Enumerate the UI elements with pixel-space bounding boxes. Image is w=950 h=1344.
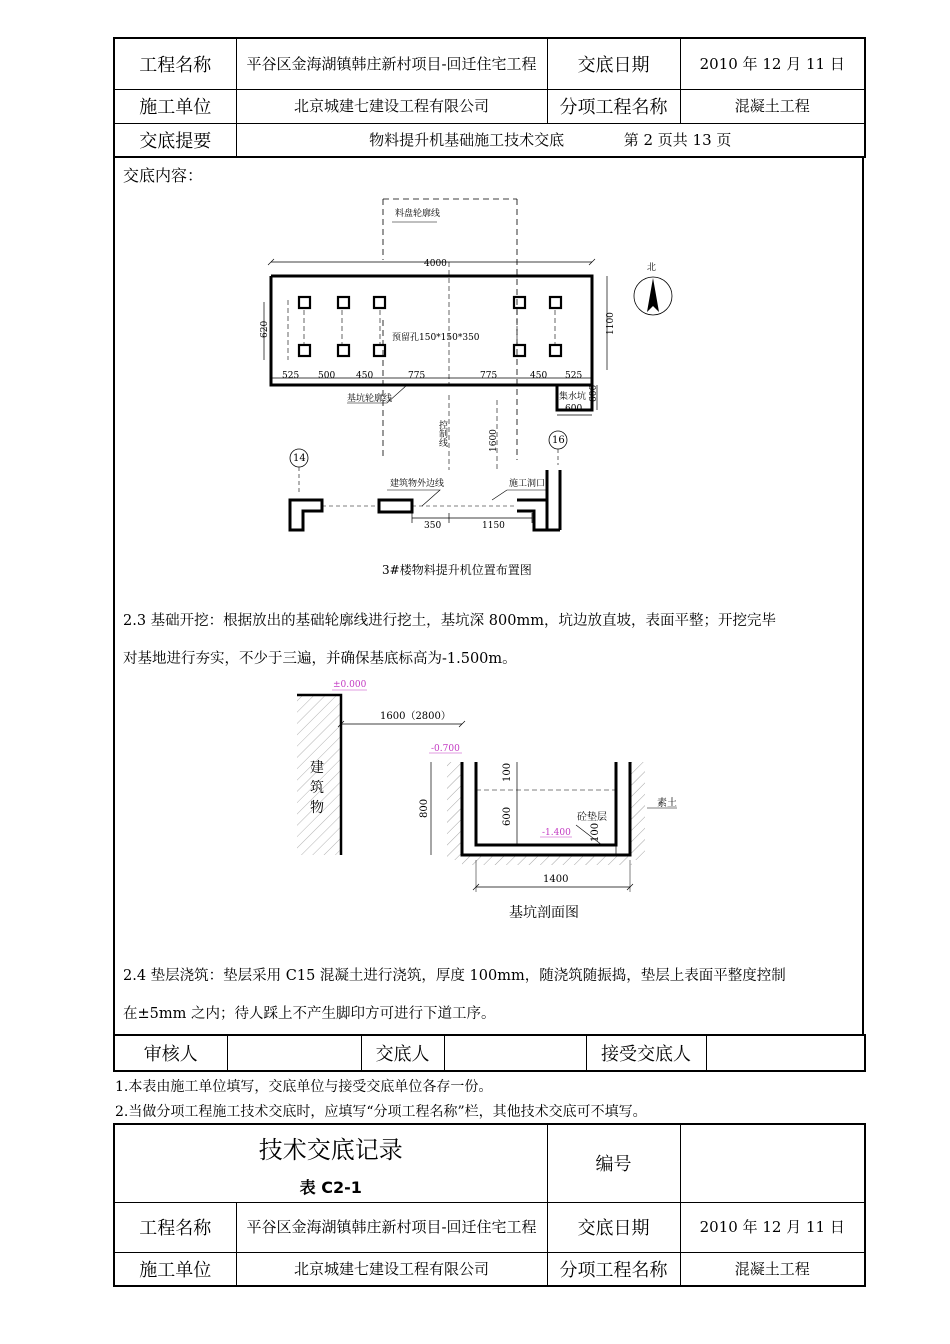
- receiver-field[interactable]: [706, 1035, 865, 1071]
- building-char-3: 物: [310, 800, 324, 816]
- axis-16: 16: [552, 435, 565, 446]
- form-title: 技术交底记录: [258, 1136, 403, 1165]
- content-label: 交底内容：: [123, 166, 204, 185]
- para-2-3-line1: 2.3 基础开挖：根据放出的基础轮廓线进行挖土，基坑深 800mm，坑边放直坡，表面平整；开挖完毕: [123, 613, 776, 629]
- dim-1400: 1400: [543, 874, 569, 885]
- next-form-table: [113, 1123, 866, 1287]
- level-070: -0.700: [431, 744, 460, 754]
- subitem-label: 分项工程名称: [547, 89, 680, 123]
- project-value: 平谷区金海湖镇韩庄新村项目-回迁住宅工程: [236, 38, 547, 89]
- dim-1600: 1600: [489, 429, 499, 452]
- cushion-label: 砼垫层: [577, 812, 607, 823]
- plan-caption: 3#楼物料提升机位置布置图: [382, 563, 532, 577]
- summary-value: 物料提升机基础施工技术交底: [369, 130, 565, 149]
- north-label: 北: [647, 263, 657, 273]
- number-label: 编号: [547, 1124, 680, 1202]
- dim-b1: 525: [282, 371, 300, 381]
- signoff-table: [113, 1034, 866, 1072]
- para-2-3-line2: 对基地进行夯实，不少于三遍，并确保基底标高为-1.500m。: [123, 651, 517, 667]
- axis-14: 14: [293, 453, 306, 464]
- form-title-cell: [114, 1124, 547, 1202]
- contractor-value: 北京城建七建设工程有限公司: [236, 89, 547, 123]
- building-char-2: 筑: [310, 780, 324, 796]
- dim-350: 350: [424, 521, 442, 531]
- contractor-label: 施工单位: [114, 89, 236, 123]
- summary-cell: [236, 123, 865, 157]
- para-2-4-line1: 2.4 垫层浇筑：垫层采用 C15 混凝土进行浇筑，厚度 100mm，随浇筑随振捣，垫层上表面平整度控制: [123, 968, 786, 984]
- material-outline-label: 料盘轮廓线: [395, 209, 441, 219]
- dim-600: 600: [502, 806, 513, 826]
- dim-1150: 1150: [482, 521, 505, 531]
- section-caption: 基坑剖面图: [509, 905, 579, 921]
- dim-b2: 500: [318, 371, 336, 381]
- dim-total: 4000: [424, 259, 447, 269]
- content-area: [113, 157, 864, 1034]
- construction-hole-label: 施工洞口: [509, 479, 546, 489]
- dim-b3: 450: [356, 371, 374, 381]
- page-info: 第 2 页共 13 页: [623, 130, 732, 149]
- note-1: 1.本表由施工单位填写，交底单位与接受交底单位各存一份。: [115, 1079, 493, 1095]
- hole-label: 预留孔150*150*350: [392, 333, 480, 343]
- note-2: 2.当做分项工程施工技术交底时，应填写“分项工程名称”栏，其他技术交底可不填写。: [115, 1104, 647, 1120]
- dim-top: 1600（2800）: [380, 711, 451, 722]
- next-project-value: 平谷区金海湖镇韩庄新村项目-回迁住宅工程: [236, 1202, 547, 1252]
- para-2-4-line2: 在±5mm 之内；待人踩上不产生脚印方可进行下道工序。: [123, 1006, 496, 1022]
- dim-right: 1100: [606, 312, 616, 335]
- form-number: 表 C2-1: [299, 1178, 362, 1198]
- sump-w: 600: [565, 404, 583, 414]
- date-label: 交底日期: [547, 38, 680, 89]
- sump-label: 集水坑: [559, 392, 587, 402]
- dim-800: 800: [419, 798, 430, 818]
- discloser-field[interactable]: [444, 1035, 586, 1071]
- receiver-label: 接受交底人: [586, 1035, 706, 1071]
- soil-label: 素土: [657, 798, 677, 809]
- plan-drawing: [115, 157, 862, 587]
- next-contractor-label: 施工单位: [114, 1252, 236, 1286]
- next-date-value: 2010 年 12 月 11 日: [680, 1202, 865, 1252]
- summary-label: 交底提要: [114, 123, 236, 157]
- building-edge-label: 建筑物外边线: [390, 479, 445, 489]
- next-project-label: 工程名称: [114, 1202, 236, 1252]
- level-140: -1.400: [542, 828, 571, 838]
- number-field[interactable]: [680, 1124, 865, 1202]
- dim-b4: 775: [408, 371, 426, 381]
- date-value: 2010 年 12 月 11 日: [680, 38, 865, 89]
- next-contractor-value: 北京城建七建设工程有限公司: [236, 1252, 547, 1286]
- level-0: ±0.000: [333, 680, 367, 690]
- dig-line-label: 控制线: [437, 420, 447, 447]
- reviewer-label: 审核人: [114, 1035, 227, 1071]
- dim-left: 620: [260, 320, 270, 338]
- dim-100b: 100: [590, 822, 601, 842]
- dim-b6: 450: [530, 371, 548, 381]
- header-table: [113, 37, 866, 158]
- subitem-value: 混凝土工程: [680, 89, 865, 123]
- pit-outline-label: 基坑轮廓线: [347, 394, 393, 404]
- dim-b5: 775: [480, 371, 498, 381]
- reviewer-field[interactable]: [227, 1035, 361, 1071]
- section-drawing: [115, 677, 862, 937]
- discloser-label: 交底人: [361, 1035, 444, 1071]
- next-date-label: 交底日期: [547, 1202, 680, 1252]
- project-label: 工程名称: [114, 38, 236, 89]
- next-subitem-value: 混凝土工程: [680, 1252, 865, 1286]
- dim-100a: 100: [502, 762, 513, 782]
- dim-b7: 525: [565, 371, 583, 381]
- next-subitem-label: 分项工程名称: [547, 1252, 680, 1286]
- sump-h: 600: [589, 384, 599, 402]
- building-char-1: 建: [310, 760, 324, 776]
